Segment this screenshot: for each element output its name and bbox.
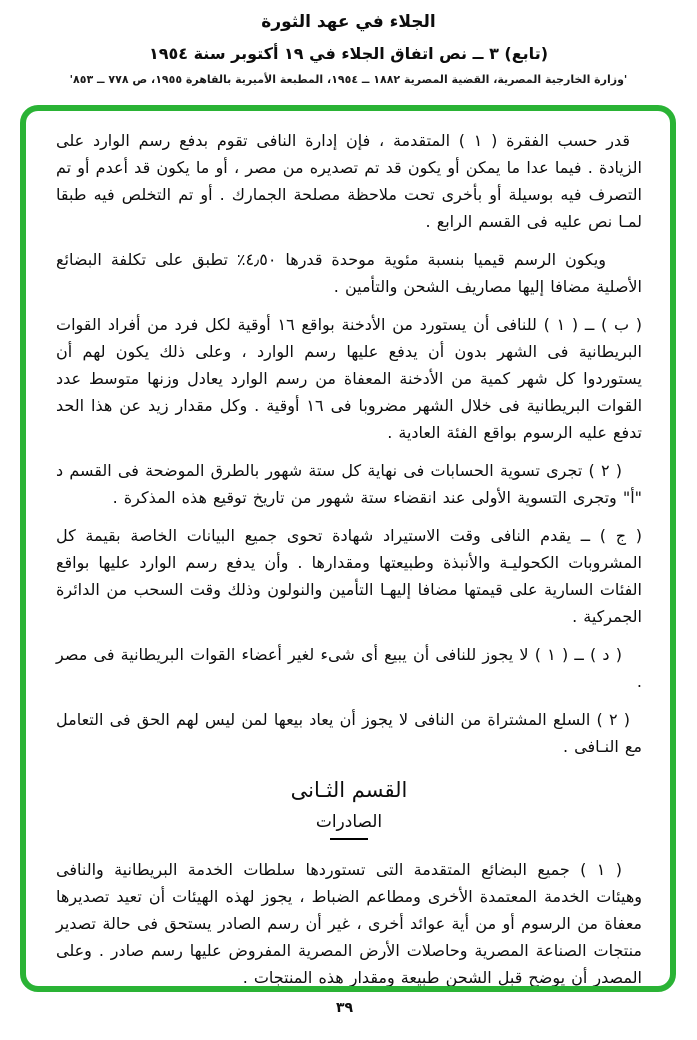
paragraph-clause-d-2: ( ٢ ) السلع المشتراة من النافى لا يجوز أن يعاد بيعها لمن ليس لهم الحق فى التعامل مع النـافى . (56, 710, 642, 756)
source-citation: 'وزارة الخارجية المصرية، القضية المصرية ١٨٨٢ ــ ١٩٥٤، المطبعة الأميرية بالقاهرة ١٩٥٥، ص ٧٧٨ ــ ٨٥٣' (69, 73, 628, 86)
paragraph-intro-continuation: قدر حسب الفقرة ( ١ ) المتقدمة ، فإن إدارة النافى تقوم بدفع رسم الوارد على الزيادة . فيما عدا ما يمكن أو يكون قد تم تصديره من مصر ، أو ما يكون قد أعدم أو تم التصرف فيه بوسيلة أو بأخرى تحت ملاحظة مصلحة الجمارك . أو تم التخلص فيه طبقا لمـا نص عليه فى القسم الرابع . (56, 131, 642, 231)
document-header (0, 12, 697, 86)
page-number: ٣٩ (336, 1000, 354, 1016)
paragraph-clause-j: ( ج ) ــ يقدم النافى وقت الاستيراد شهادة تحوى جميع البيانات الخاصة بقيمة كل المشروبات الكحوليـة والأنبذة وطبيعتها ومقدارها . وأن يدفع رسم الوارد عليها بواقع الفئات السارية على قيمتها مضافا إليهـا التأمين والنولون وذلك وقت السحب من الدائرة الجمركية . (56, 526, 642, 626)
document-subtitle: (تابع) ٣ ــ نص اتفاق الجلاء في ١٩ أكتوبر سنة ١٩٥٤ (148, 44, 549, 63)
document-title: الجلاء في عهد الثورة (261, 12, 436, 32)
document-body (56, 127, 642, 991)
paragraph-clause-d-1: ( د ) ــ ( ١ ) لا يجوز للنافى أن يبيع أى شىء لغير أعضاء القوات البريطانية فى مصر . (56, 645, 642, 691)
subheading-rule (330, 838, 368, 840)
paragraph-duty-rate: ويكون الرسم قيميا بنسبة مئوية موحدة قدرها ٤٫٥٠٪ تطبق على تكلفة البضائع الأصلية مضافا إليها مصاريف الشحن والتأمين . (56, 250, 642, 296)
paragraph-clause-b-2: ( ٢ ) تجرى تسوية الحسابات فى نهاية كل ستة شهور بالطرق الموضحة فى القسم د "أ" وتجرى التسوية الأولى عند انقضاء ستة شهور من تاريخ توقيع هذه المذكرة . (56, 461, 642, 507)
paragraph-exports-1: ( ١ ) جميع البضائع المتقدمة التى تستوردها سلطات الخدمة البريطانية والنافى وهيئات الخدمة المعتمدة الأخرى ومطاعم الضباط ، يجوز لهذه الهيئات أن تعيد تصديرها معفاة من الرسوم أو من أية عوائد أخرى ، غير أن رسم الصادر يستحق فى حالة تصدير منتجات الصناعة المصرية وحاصلات الأرض المصرية المفروض عليها رسم صادر . وعلى المصدر أن يوضح قبل الشحن طبيعة ومقدار هذه المنتجات . (56, 860, 642, 987)
paragraph-clause-b-1: ( ب ) ــ ( ١ ) للنافى أن يستورد من الأدخنة بواقع ١٦ أوقية لكل فرد من أفراد القوات البريطانية فى الشهر بدون أن يدفع عليها رسم الوارد ، وعلى ذلك يكون لهم أن يستوردوا كل شهر كمية من الأدخنة المعفاة من رسم الوارد يعادل وزنها متوسط عدد القوات البريطانية فى خلال الشهر مضروبا فى ١٦ أوقية . وكل مقدار زيد عن هذا الحد تدفع عليه الرسوم بواقع الفئة العادية . (56, 315, 643, 442)
section-2-heading: القسم الثـانى (290, 778, 408, 802)
green-highlight-frame (20, 105, 676, 992)
section-2-subheading: الصادرات (315, 812, 383, 832)
